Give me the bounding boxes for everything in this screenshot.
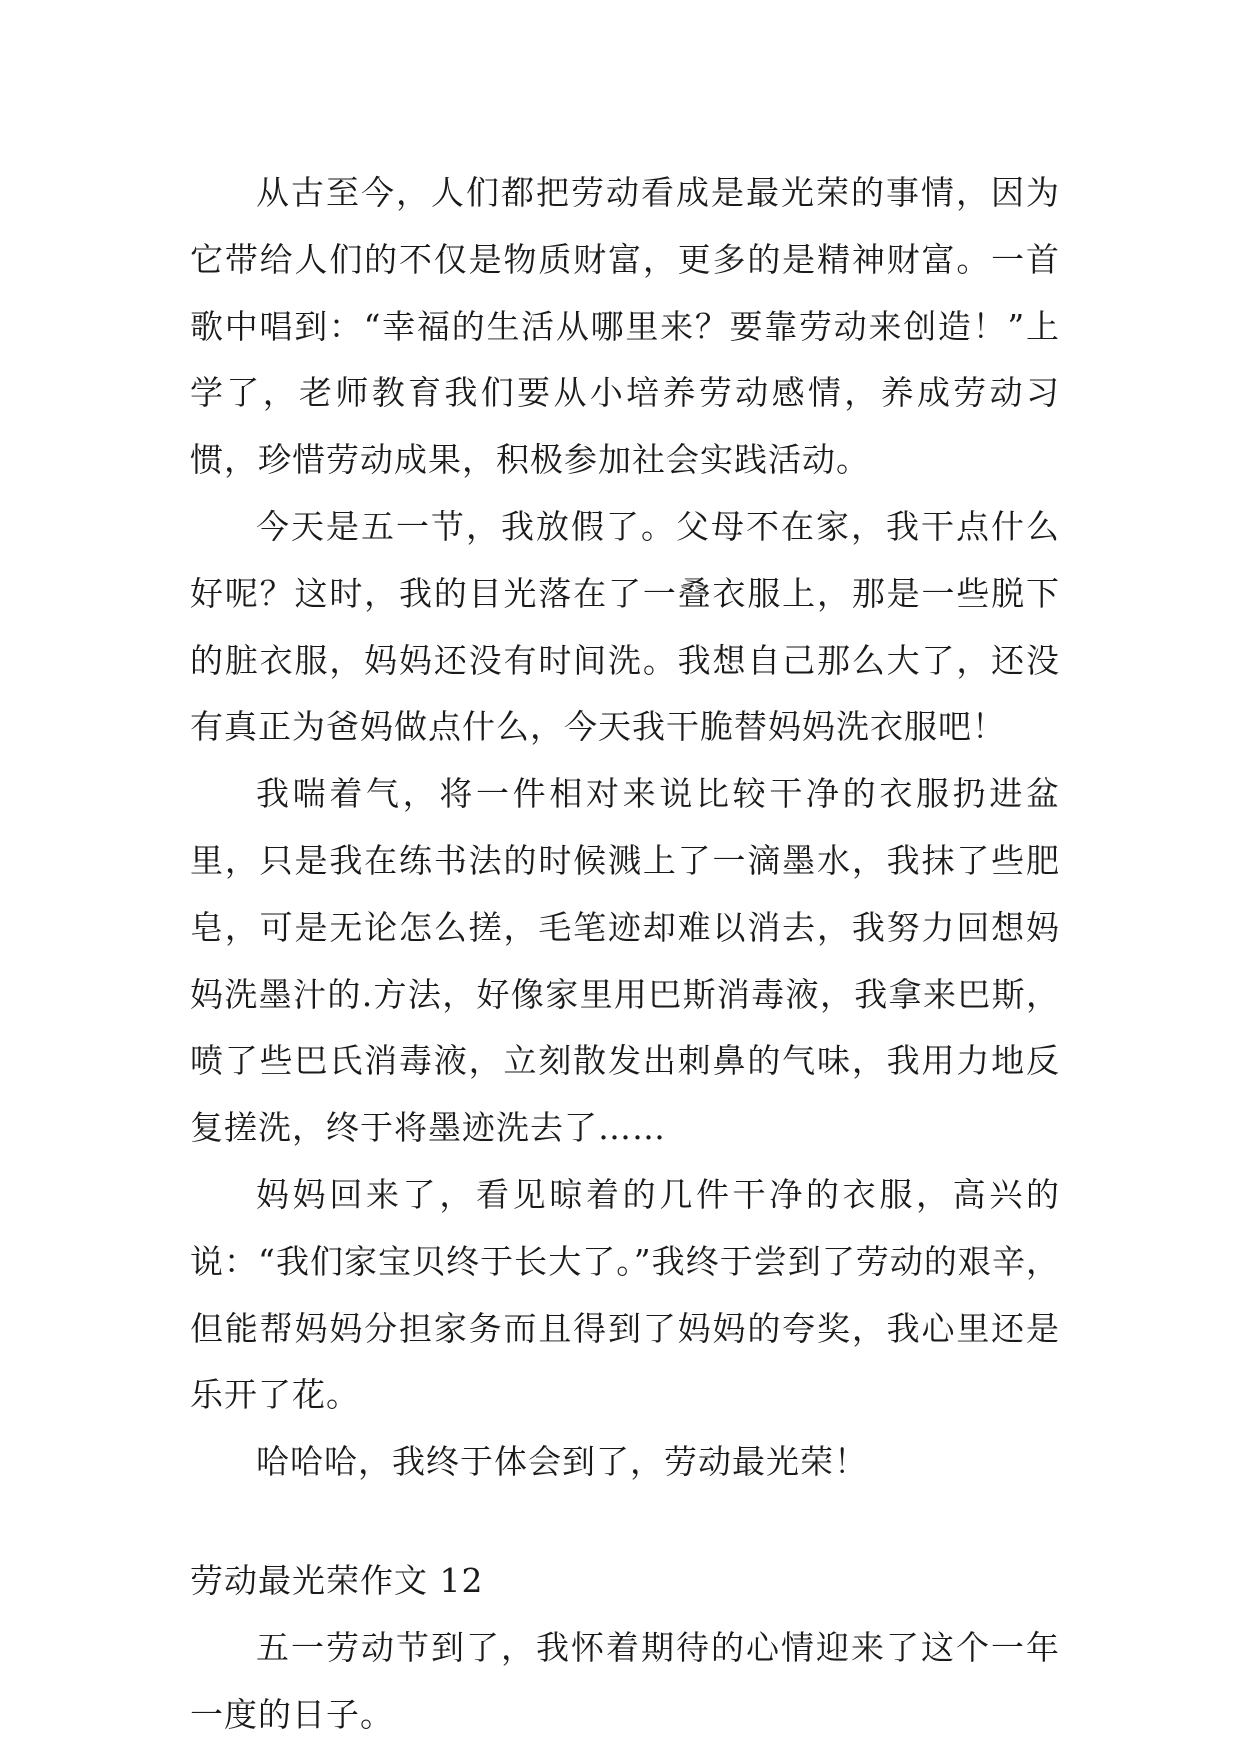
paragraph: 从古至今，人们都把劳动看成是最光荣的事情，因为它带给人们的不仅是物质财富，更多的是精神财富。一首歌中唱到：“幸福的生活从哪里来？要靠劳动来创造！”上学了，老师教育我们要从小培养劳动感情，养成劳动习惯，珍惜劳动成果，积极参加社会实践活动。: [190, 173, 1060, 480]
paragraph: 妈妈回来了，看见晾着的几件干净的衣服，高兴的说：“我们家宝贝终于长大了。”我终于尝到了劳动的艰辛，但能帮妈妈分担家务而且得到了妈妈的夸奖，我心里还是乐开了花。: [190, 1174, 1060, 1415]
paragraph: 今天是五一节，我放假了。父母不在家，我干点什么好呢？这时，我的目光落在了一叠衣服上，那是一些脱下的脏衣服，妈妈还没有时间洗。我想自己那么大了，还没有真正为爸妈做点什么，今天我干脆替妈妈洗衣服吧！: [190, 506, 1060, 747]
paragraph: 哈哈哈，我终于体会到了，劳动最光荣！: [256, 1442, 868, 1482]
section-title: 劳动最光荣作文 12: [190, 1560, 484, 1600]
document-body: [190, 160, 1060, 1748]
paragraph: 我喘着气，将一件相对来说比较干净的衣服扔进盆里，只是我在练书法的时候溅上了一滴墨水，我抹了些肥皂，可是无论怎么搓，毛笔迹却难以消去，我努力回想妈妈洗墨汁的.方法，好像家里用巴斯消毒液，我拿来巴斯，喷了些巴氏消毒液，立刻散发出刺鼻的气味，我用力地反复搓洗，终于将墨迹洗去了……: [190, 774, 1060, 1148]
paragraph: 五一劳动节到了，我怀着期待的心情迎来了这个一年一度的日子。: [190, 1627, 1060, 1734]
